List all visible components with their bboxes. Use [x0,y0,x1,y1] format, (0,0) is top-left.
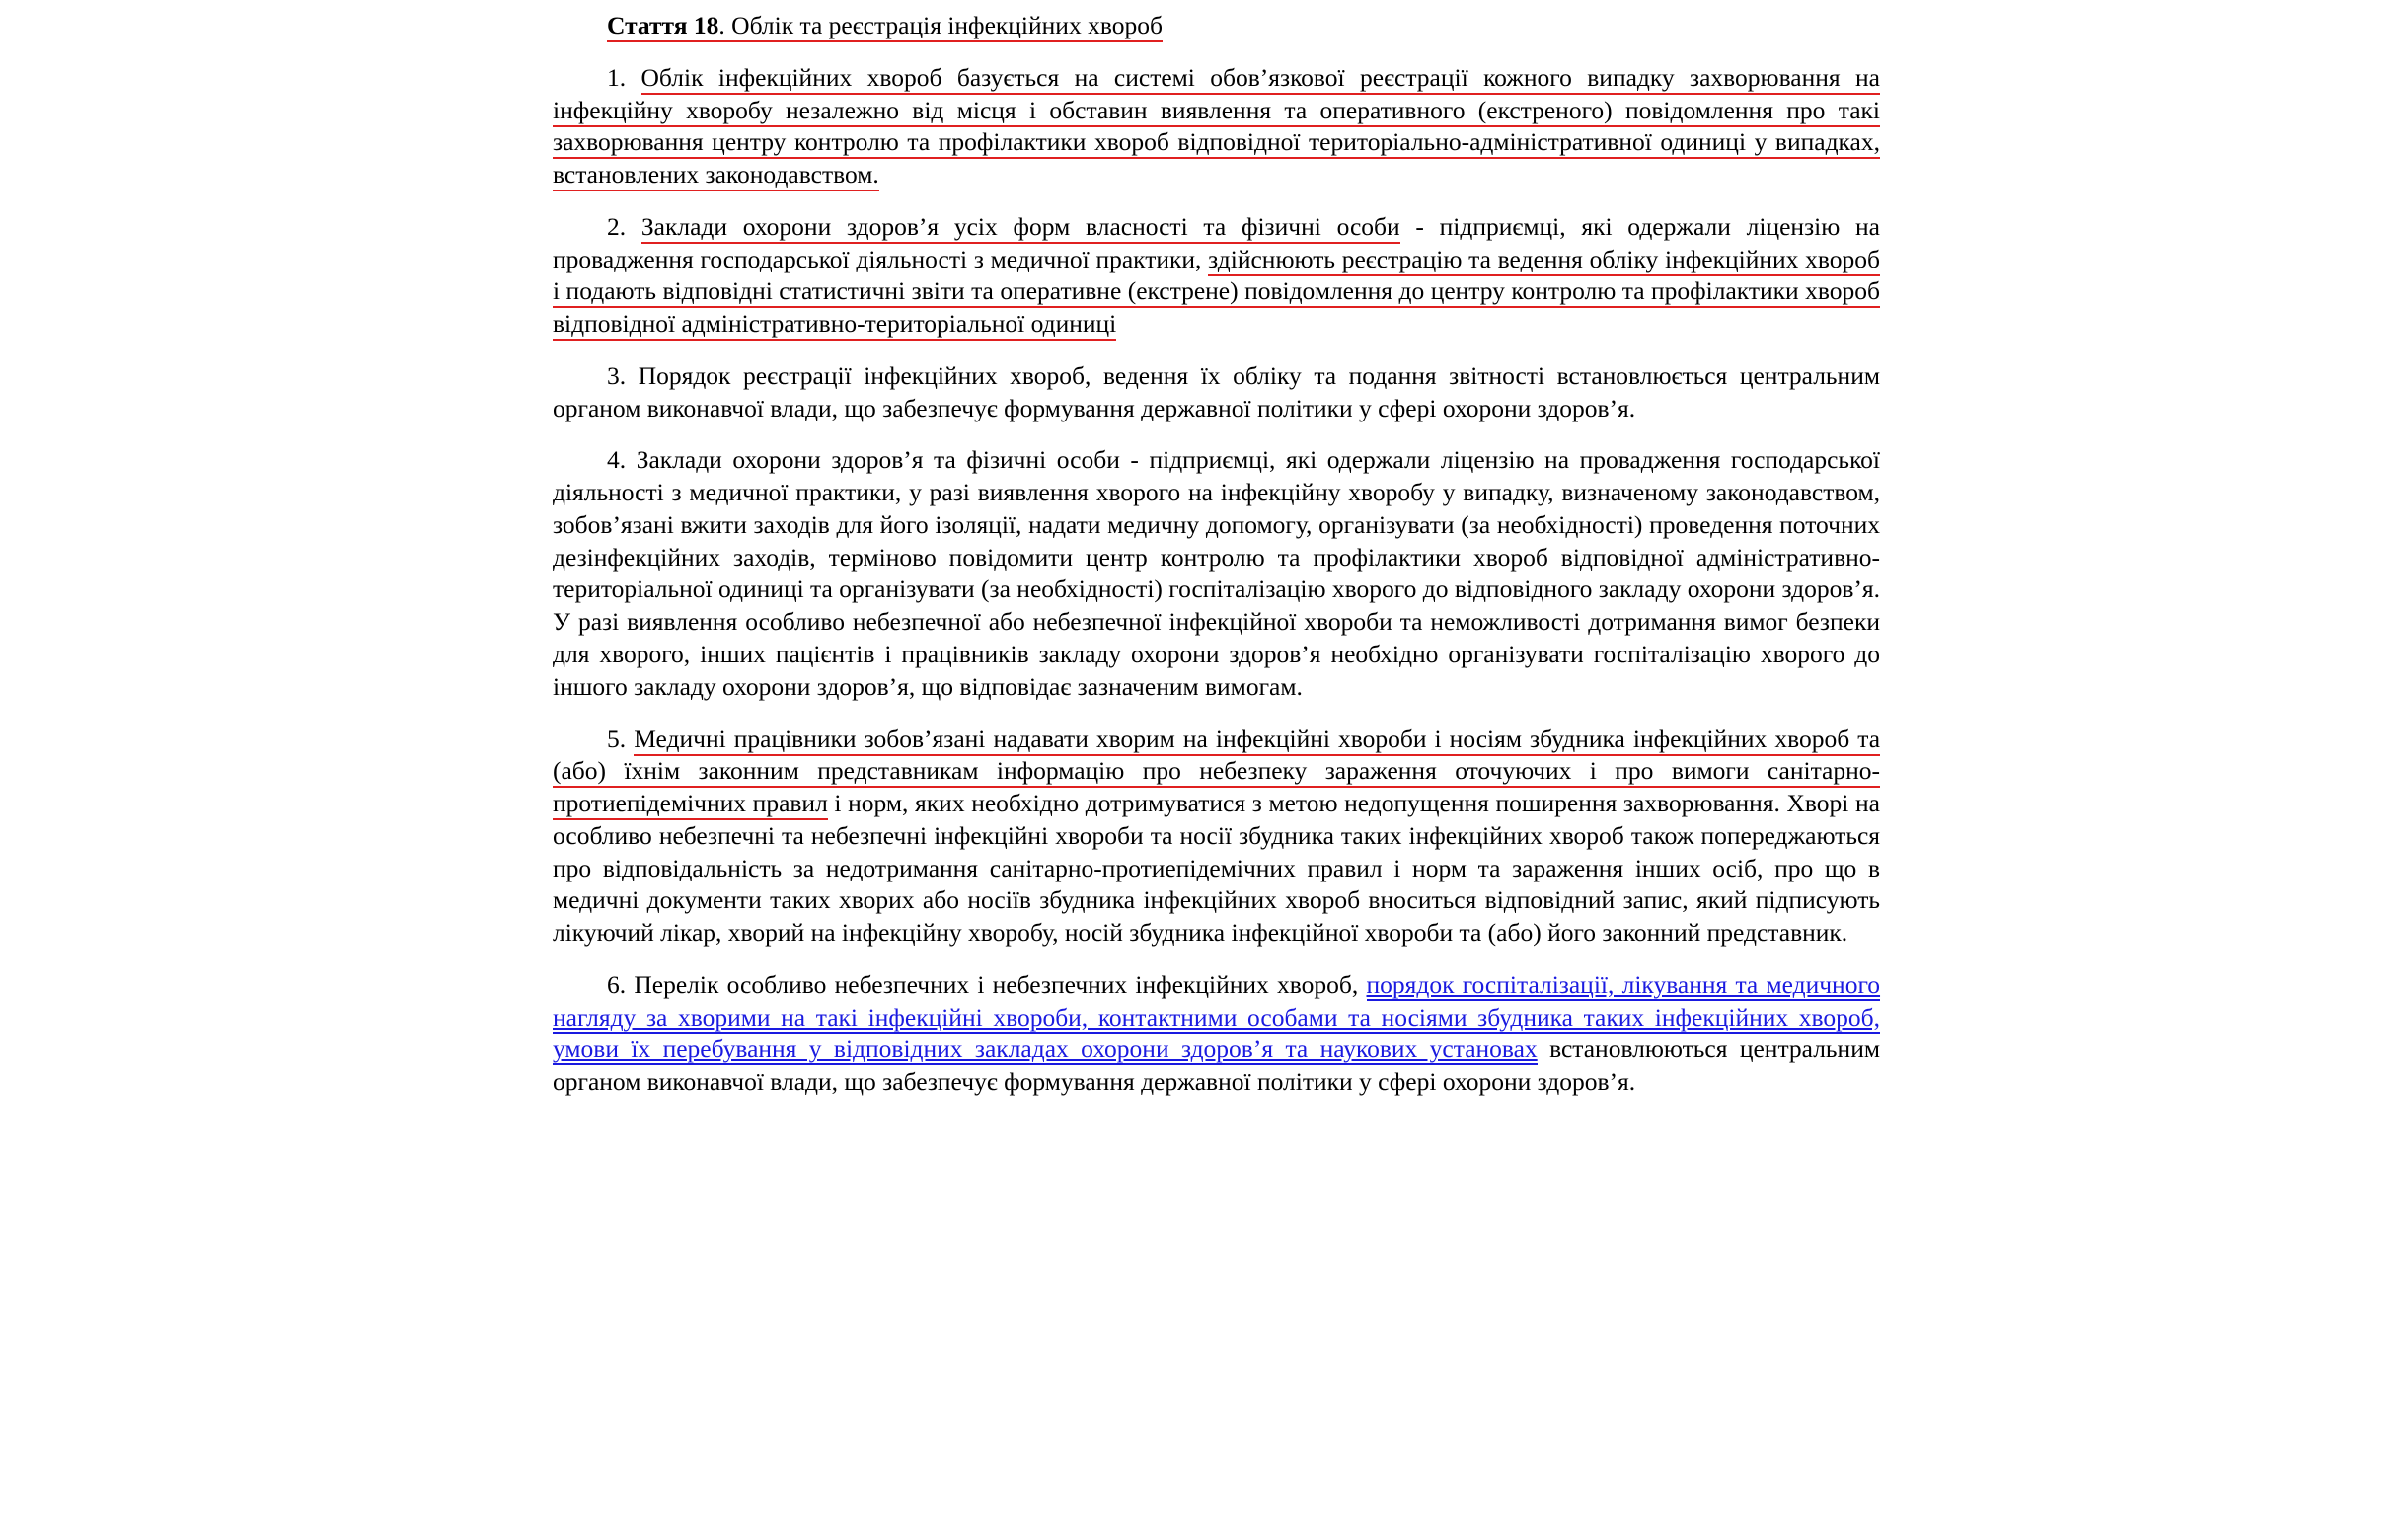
paragraph-4 [553,444,1880,703]
paragraph-2-mid: - підприємці, які одержали ліцензію на провадження господарської діяльності з медичної практики, [553,211,1880,273]
paragraph-3 [553,360,1880,425]
article-title: . Облік та реєстрація інфекційних хвороб [718,11,1163,42]
paragraph-5-tail: і норм, яких необхідно дотримуватися з метою недопущення поширення захворювання. Хворі на особливо небезпечні та небезпечні інфекційні хвороби та носії збудника таких інфекційних хвороб також попереджаються про відповідальність за недотримання санітарно-протиепідемічних правил і норм та зараження інших осіб, про що в медичні документи таких хворих або носіїв збудника інфекційних хвороб вноситься відповідний запис, який підписують лікуючий лікар, хворий на інфекційну хворобу, носій збудника інфекційної хвороби та (або) його законний представник. [553,789,1880,948]
paragraph-5 [553,724,1880,950]
paragraph-4-text: Заклади охорони здоров’я та фізичні особи - підприємці, які одержали ліцензію на провадження господарської діяльності з медичної практики, у разі виявлення хворого на інфекційну хворобу у випадку, визначеному законодавством, зобов’язані вжити заходів для його ізоляції, надати медичну допомогу, організувати (за необхідності) проведення поточних дезінфекційних заходів, терміново повідомити центр контролю та профілактики хвороб відповідної адміністративно-територіальної одиниці та організувати (за необхідності) госпіталізацію хворого до відповідного закладу охорони здоров’я. У разі виявлення особливо небезпечної або небезпечної інфекційної хвороби та неможливості дотримання вимог безпеки для хворого, інших пацієнтів і працівників закладу охорони здоров’я необхідно організувати госпіталізацію хворого до іншого закладу охорони здоров’я, що відповідає зазначеним вимогам. [553,445,1880,701]
paragraph-2-red-tail: здійснюють реєстрацію та ведення обліку інфекційних хвороб і подають відповідні статистичні звіти та оперативне (екстрене) повідомлення до центру контролю та профілактики хвороб відповідної адміністративно-територіальної одиниці [553,245,1880,342]
paragraph-1-text: Облік інфекційних хвороб базується на системі обов’язкової реєстрації кожного випадку захворювання на інфекційну хворобу незалежно від місця і обставин виявлення та оперативного (екстреного) повідомлення про такі захворювання центру контролю та профілактики хвороб відповідної територіально-адміністративної одиниці у випадках, встановлених законодавством. [553,63,1880,192]
paragraph-6-tail: встановлюються центральним органом виконавчої влади, що забезпечує формування державної політики у сфері охорони здоров’я. [553,1034,1880,1097]
paragraph-5-red-head: Медичні працівники зобов’язані надавати хворим на інфекційні хвороби і носіям збудника інфекційних хвороб та (або) їхнім законним представникам інформацію про небезпеку зараження оточуючих і про вимоги санітарно-протиепідемічних правил [553,725,1880,821]
paragraph-3-text: Порядок реєстрації інфекційних хвороб, ведення їх обліку та подання звітності встановлюється центральним органом виконавчої влади, що забезпечує формування державної політики у сфері охорони здоров’я. [553,360,1880,422]
paragraph-2-red-head: Заклади охорони здоров’я усіх форм власності та фізичні особи [641,212,1400,244]
paragraph-2-number: 2. [607,211,627,241]
paragraph-1-number: 1. [607,62,627,92]
paragraph-2 [553,211,1880,341]
article-number: Стаття 18 [607,11,718,42]
paragraph-3-number: 3. [607,360,627,390]
paragraph-4-number: 4. [607,445,627,475]
paragraph-6-head: Перелік особливо небезпечних і небезпечних інфекційних хвороб, [634,969,1367,999]
hospitalization-order-link[interactable]: порядок госпіталізації, лікування та медичного нагляду за хворими на такі інфекційні хвороби, контактними особами та носіями збудника таких інфекційних хвороб, умови їх перебування у відповідних закладах охорони здоров’я та наукових установах [553,969,1881,1064]
paragraph-5-number: 5. [607,724,627,753]
paragraph-6 [553,969,1880,1099]
paragraph-6-number: 6. [607,969,627,999]
document-body [553,10,1880,1099]
article-heading [553,10,1880,42]
paragraph-1 [553,62,1880,192]
